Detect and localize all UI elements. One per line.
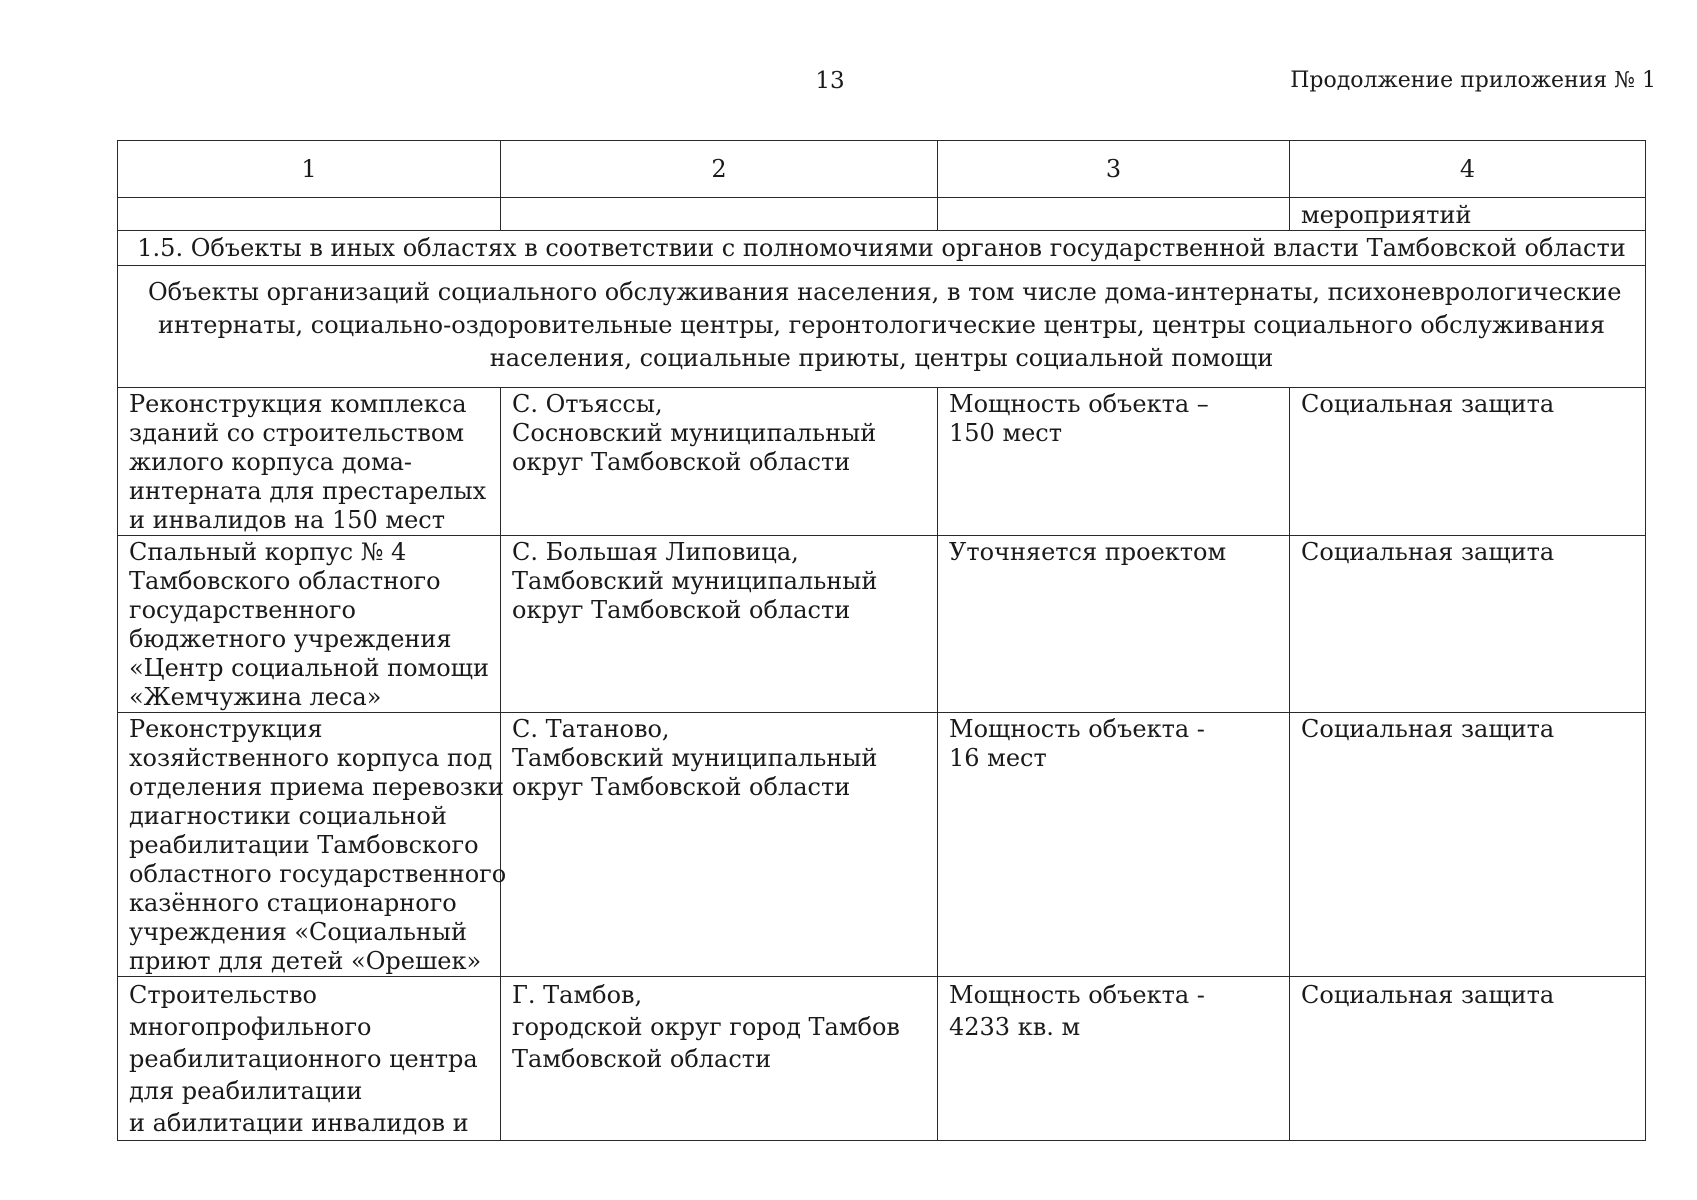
capacity-line: Мощность объекта -	[949, 981, 1205, 1009]
location-cell	[501, 388, 938, 536]
table-row	[118, 536, 1646, 713]
location-line: Сосновский муниципальный	[512, 419, 877, 447]
capacity-cell	[938, 713, 1290, 977]
category-cell: Социальная защита	[1290, 713, 1646, 977]
section-heading: 1.5. Объекты в иных областях в соответствии с полномочиями органов государственной власти Тамбовской области	[118, 231, 1646, 266]
object-name-line: диагностики социальной	[129, 802, 447, 830]
location-line: Тамбовской области	[512, 1045, 772, 1073]
group-heading-line: населения, социальные приюты, центры социальной помощи	[489, 344, 1274, 372]
location-line: округ Тамбовской области	[512, 448, 851, 476]
empty-cell	[118, 198, 501, 231]
location-line: С. Отъяссы,	[512, 390, 663, 418]
carryover-row	[118, 198, 1646, 231]
object-name-line: реабилитационного центра	[129, 1045, 478, 1073]
objects-table	[117, 140, 1646, 1141]
appendix-continuation-label: Продолжение приложения № 1	[1290, 68, 1656, 93]
object-name-line: государственного	[129, 596, 356, 624]
object-name-cell	[118, 713, 507, 977]
capacity-line: Мощность объекта -	[949, 715, 1205, 743]
column-number: 1	[118, 141, 501, 198]
group-heading-row	[118, 266, 1646, 388]
capacity-cell	[938, 536, 1290, 713]
empty-cell	[501, 198, 938, 231]
object-name-line: жилого корпуса дома-	[129, 448, 413, 476]
object-name-line: и инвалидов на 150 мест	[129, 506, 446, 534]
object-name-line: Реконструкция комплекса	[129, 390, 467, 418]
location-cell	[501, 713, 938, 977]
location-line: Тамбовский муниципальный	[512, 567, 878, 595]
empty-cell	[938, 198, 1290, 231]
group-heading	[118, 266, 1646, 388]
object-name-line: Реконструкция	[129, 715, 323, 743]
column-number-row	[118, 141, 1646, 198]
column-number: 3	[938, 141, 1290, 198]
object-name-line: хозяйственного корпуса под	[129, 744, 493, 772]
table-row	[118, 713, 1646, 977]
location-line: С. Татаново,	[512, 715, 670, 743]
object-name-cell	[118, 536, 501, 713]
object-name-line: многопрофильного	[129, 1013, 372, 1041]
table-row	[118, 977, 1646, 1141]
page-number: 13	[815, 68, 845, 94]
object-name-line: «Центр социальной помощи	[129, 654, 489, 682]
column-number: 2	[501, 141, 938, 198]
object-name-cell	[118, 977, 501, 1141]
group-heading-line: Объекты организаций социального обслуживания населения, в том числе дома-интернаты, психоневрологические	[148, 278, 1622, 306]
object-name-line: приют для детей «Орешек»	[129, 947, 482, 975]
table-row	[118, 388, 1646, 536]
object-name-line: бюджетного учреждения	[129, 625, 452, 653]
category-cell: Социальная защита	[1290, 536, 1646, 713]
location-cell	[501, 977, 938, 1141]
object-name-line: зданий со строительством	[129, 419, 464, 447]
object-name-line: Строительство	[129, 981, 317, 1009]
location-line: Г. Тамбов,	[512, 981, 643, 1009]
location-line: городской округ город Тамбов	[512, 1013, 900, 1041]
object-name-line: учреждения «Социальный	[129, 918, 468, 946]
location-cell	[501, 536, 938, 713]
capacity-cell	[938, 388, 1290, 536]
object-name-line: отделения приема перевозки	[129, 773, 504, 801]
group-heading-line: интернаты, социально-оздоровительные центры, геронтологические центры, центры социального обслуживания	[157, 311, 1606, 339]
object-name-line: для реабилитации	[129, 1077, 363, 1105]
capacity-line: 16 мест	[949, 744, 1047, 772]
object-name-line: областного государственного	[129, 860, 507, 888]
capacity-line: Мощность объекта –	[949, 390, 1209, 418]
category-cell: Социальная защита	[1290, 388, 1646, 536]
object-name-line: реабилитации Тамбовского	[129, 831, 479, 859]
object-name-line: и абилитации инвалидов и	[129, 1109, 469, 1137]
location-line: округ Тамбовской области	[512, 773, 851, 801]
location-line: Тамбовский муниципальный	[512, 744, 878, 772]
object-name-line: интерната для престарелых	[129, 477, 487, 505]
category-cell: Социальная защита	[1290, 977, 1646, 1141]
object-name-line: «Жемчужина леса»	[129, 683, 382, 711]
object-name-line: Спальный корпус № 4	[129, 538, 407, 566]
capacity-line: 4233 кв. м	[949, 1013, 1081, 1041]
capacity-cell	[938, 977, 1290, 1141]
object-name-cell	[118, 388, 501, 536]
location-line: С. Большая Липовица,	[512, 538, 799, 566]
object-name-line: Тамбовского областного	[129, 567, 441, 595]
capacity-line: 150 мест	[949, 419, 1063, 447]
carryover-text: мероприятий	[1290, 198, 1646, 231]
object-name-line: казённого стационарного	[129, 889, 457, 917]
capacity-line: Уточняется проектом	[949, 538, 1227, 566]
location-line: округ Тамбовской области	[512, 596, 851, 624]
column-number: 4	[1290, 141, 1646, 198]
section-heading-row	[118, 231, 1646, 266]
